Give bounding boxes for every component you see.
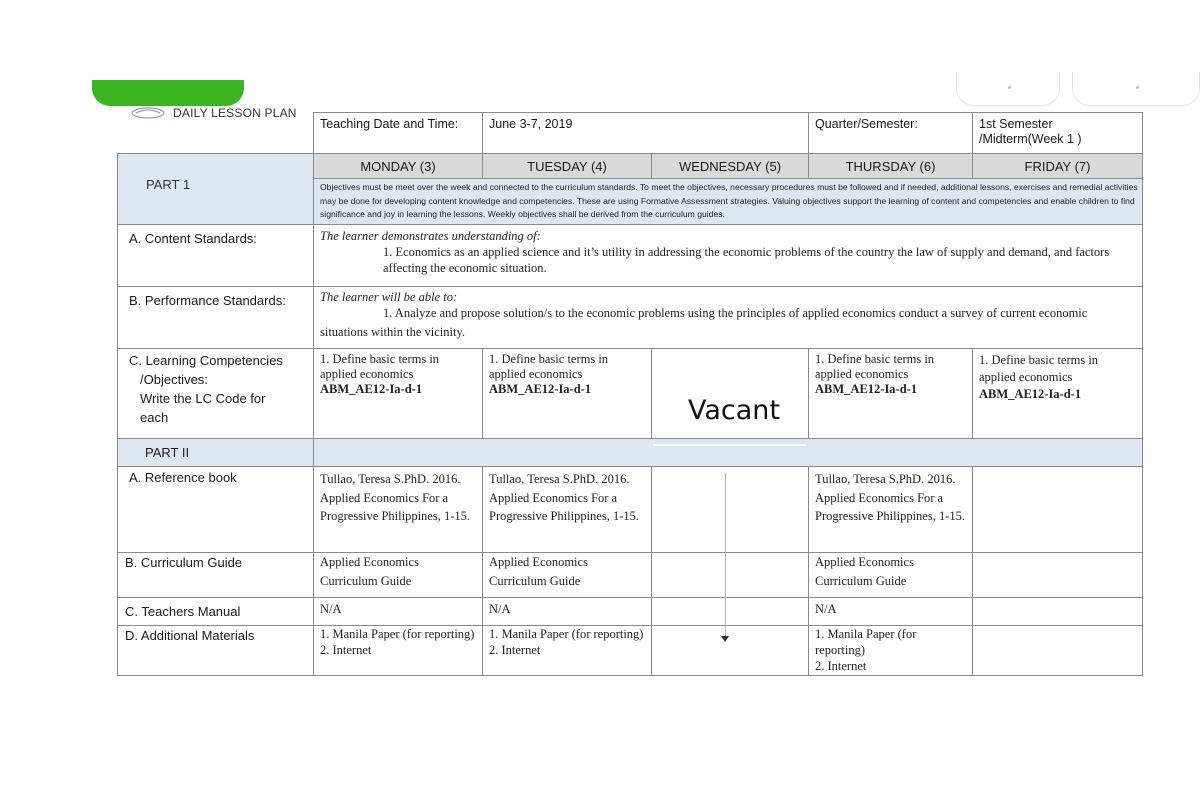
additional-materials-label: D. Additional Materials <box>118 626 314 676</box>
competency-code: ABM_AE12-Ia-d-1 <box>815 382 918 396</box>
content-standards-item: 1. Economics as an applied science and it’s utility in addressing the economic problems of the country the law of supply and demand, and factors affecting the economic situation. <box>383 245 1110 275</box>
competencies-row <box>118 349 1143 439</box>
reference-monday: Tullao, Teresa S.PhD. 2016. Applied Economics For a Progressive Philippines, 1-15. <box>314 467 483 553</box>
materials-line2: 2. Internet <box>815 659 867 673</box>
curriculum-monday: Applied Economics Curriculum Guide <box>314 553 483 598</box>
arrow-down-icon <box>721 636 729 642</box>
curriculum-friday <box>973 553 1143 598</box>
materials-friday <box>973 626 1143 676</box>
content-standards-label: A. Content Standards: <box>118 225 314 287</box>
toolbar-button-2[interactable] <box>1072 72 1200 106</box>
days-row <box>118 154 1143 179</box>
reference-tuesday: Tullao, Teresa S.PhD. 2016. Applied Economics For a Progressive Philippines, 1-15. <box>483 467 652 553</box>
reference-thursday: Tullao, Teresa S.PhD. 2016. Applied Economics For a Progressive Philippines, 1-15. <box>809 467 973 553</box>
manual-thursday: N/A <box>809 598 973 626</box>
toolbar-button-1[interactable] <box>956 72 1060 106</box>
reference-friday <box>973 467 1143 553</box>
curriculum-wednesday <box>652 553 809 598</box>
competency-text: 1. Define basic terms in applied economics <box>815 352 935 381</box>
header-blank <box>118 113 314 154</box>
part2-row <box>118 439 1143 467</box>
competency-code: ABM_AE12-Ia-d-1 <box>320 382 423 396</box>
part2-label: PART II <box>145 445 190 460</box>
competency-friday <box>973 349 1143 439</box>
header-row <box>118 113 1143 154</box>
day-friday: FRIDAY (7) <box>973 154 1143 179</box>
competency-text: 1. Define basic terms in applied economics <box>489 352 609 381</box>
day-tuesday: TUESDAY (4) <box>483 154 652 179</box>
competency-tuesday <box>483 349 652 439</box>
materials-line1: 1. Manila Paper (for reporting) <box>489 627 644 641</box>
materials-line2: 2. Internet <box>489 643 541 657</box>
competencies-label <box>118 349 314 439</box>
materials-wednesday <box>652 626 809 676</box>
teaching-date-label: Teaching Date and Time: <box>314 113 483 154</box>
content-standards-cell <box>314 225 1143 287</box>
curriculum-guide-label: B. Curriculum Guide <box>118 553 314 598</box>
curriculum-tuesday: Applied Economics Curriculum Guide <box>483 553 652 598</box>
document-title: DAILY LESSON PLAN <box>173 106 297 120</box>
teaching-date-value: June 3-7, 2019 <box>483 113 809 154</box>
curriculum-thursday: Applied Economics Curriculum Guide <box>809 553 973 598</box>
performance-standards-label: B. Performance Standards: <box>118 287 314 349</box>
materials-tuesday <box>483 626 652 676</box>
materials-line2: 2. Internet <box>320 643 372 657</box>
dot-icon <box>1008 86 1011 89</box>
competencies-label-line1: C. Learning Competencies <box>129 353 283 368</box>
part1-cell <box>118 154 314 225</box>
manual-monday: N/A <box>314 598 483 626</box>
competency-code: ABM_AE12-Ia-d-1 <box>979 387 1082 401</box>
manual-friday <box>973 598 1143 626</box>
lesson-plan-table <box>117 112 1143 676</box>
materials-line1: 1. Manila Paper (for reporting) <box>320 627 475 641</box>
competency-text: 1. Define basic terms in applied economics <box>320 352 440 381</box>
competency-text: 1. Define basic terms in applied economics <box>979 353 1099 384</box>
teachers-manual-label: C. Teachers Manual <box>118 598 314 626</box>
competency-thursday <box>809 349 973 439</box>
performance-standards-row <box>118 287 1143 349</box>
competencies-label-line2: /Objectives: <box>140 372 208 387</box>
competency-monday <box>314 349 483 439</box>
performance-standards-cell <box>314 287 1143 349</box>
materials-line1: 1. Manila Paper (for reporting) <box>815 627 917 657</box>
day-wednesday: WEDNESDAY (5) <box>652 154 809 179</box>
day-thursday: THURSDAY (6) <box>809 154 973 179</box>
performance-standards-intro: The learner will be able to: <box>320 290 458 304</box>
manual-wednesday <box>652 598 809 626</box>
weekly-objectives: Objectives must be meet over the week and connected to the curriculum standards. To meet the objectives, necessary procedures must be followed and if needed, additional lessons, exercises and remedial activities may be done for developing content knowledge and competencies. These are using Formative Assessment strategies. Valuing objectives support the learning of content and competencies and enable children to find significance and joy in learning the lessons. Weekly objectives shall be derived from the curriculum guides. <box>314 179 1143 225</box>
manual-tuesday: N/A <box>483 598 652 626</box>
content-standards-intro: The learner demonstrates understanding of: <box>320 229 541 243</box>
teachers-manual-row <box>118 598 1143 626</box>
reference-book-label: A. Reference book <box>118 467 314 553</box>
materials-monday <box>314 626 483 676</box>
competencies-label-line4: each <box>140 410 169 425</box>
dot-icon <box>1136 86 1139 89</box>
materials-thursday <box>809 626 973 676</box>
part2-cell <box>118 439 314 467</box>
vacant-label: Vacant <box>688 395 781 426</box>
curriculum-guide-row <box>118 553 1143 598</box>
day-monday: MONDAY (3) <box>314 154 483 179</box>
part2-fill <box>314 439 1143 467</box>
performance-standards-item <box>320 304 1136 342</box>
competency-code: ABM_AE12-Ia-d-1 <box>489 382 592 396</box>
reference-book-row <box>118 467 1143 553</box>
vacant-mask <box>653 444 806 446</box>
quarter-label: Quarter/Semester: <box>809 113 973 154</box>
part1-label: PART 1 <box>146 177 191 192</box>
download-button[interactable] <box>92 80 244 106</box>
reference-wednesday <box>652 467 809 553</box>
performance-standards-text: 1. Analyze and propose solution/s to the economic problems using the principles of applied economics conduct a survey of current economic situations within the vicinity. <box>320 306 1088 339</box>
content-standards-row <box>118 225 1143 287</box>
additional-materials-row <box>118 626 1143 676</box>
competencies-label-line3: Write the LC Code for <box>140 391 266 406</box>
vacant-line <box>725 473 726 639</box>
quarter-value: 1st Semester /Midterm(Week 1 ) <box>973 113 1143 154</box>
